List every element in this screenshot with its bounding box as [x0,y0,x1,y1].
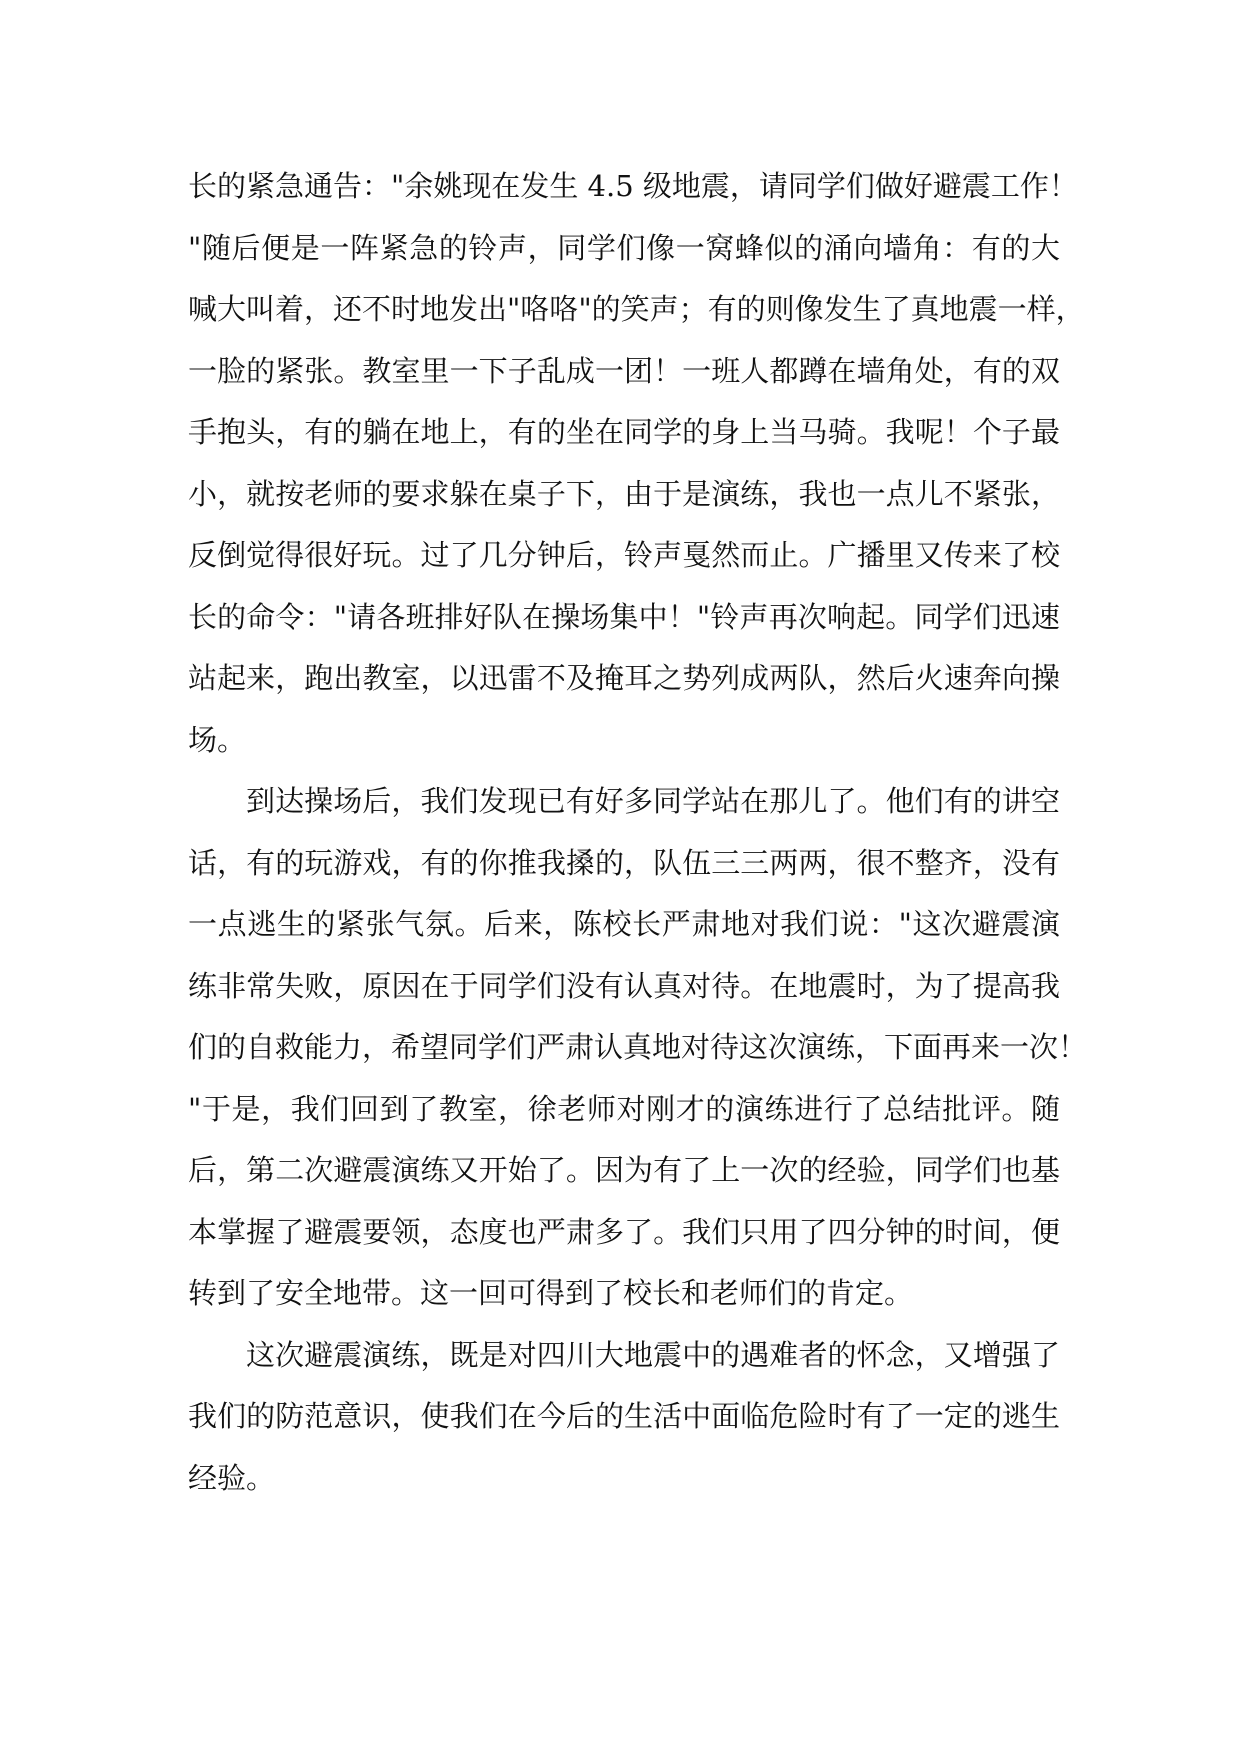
text-line: 们的自救能力，希望同学们严肃认真地对待这次演练，下面再来一次！ [188,1030,1088,1064]
text-line: 反倒觉得很好玩。过了几分钟后，铃声戛然而止。广播里又传来了校 [188,538,1060,572]
text-line: "随后便是一阵紧急的铃声，同学们像一窝蜂似的涌向墙角：有的大 [188,230,1060,265]
paragraph [188,156,1085,771]
text-line: 话，有的玩游戏，有的你推我搡的，队伍三三两两，很不整齐，没有 [188,845,1060,880]
text-line: 场。 [188,722,247,757]
text-line: 喊大叫着，还不时地发出"咯咯"的笑声；有的则像发生了真地震一样， [188,292,1085,326]
text-line: 一点逃生的紧张气氛。后来，陈校长严肃地对我们说："这次避震演 [188,907,1060,941]
paragraph [188,771,1088,1325]
text-line: 我们的防范意识，使我们在今后的生活中面临危险时有了一定的逃生 [188,1399,1060,1433]
text-line: 一脸的紧张。教室里一下子乱成一团！一班人都蹲在墙角处，有的双 [188,353,1060,388]
paragraph [188,1325,1060,1510]
text-line: 后，第二次避震演练又开始了。因为有了上一次的经验，同学们也基 [188,1153,1060,1187]
text-line: 练非常失败，原因在于同学们没有认真对待。在地震时，为了提高我 [188,968,1060,1003]
text-line: 转到了安全地带。这一回可得到了校长和老师们的肯定。 [188,1276,914,1310]
text-line: 小，就按老师的要求躲在桌子下，由于是演练，我也一点儿不紧张， [188,476,1060,511]
text-line: "于是，我们回到了教室，徐老师对刚才的演练进行了总结批评。随 [188,1091,1060,1126]
text-line: 手抱头，有的躺在地上，有的坐在同学的身上当马骑。我呢！个子最 [188,415,1060,449]
text-line: 站起来，跑出教室，以迅雷不及掩耳之势列成两队，然后火速奔向操 [188,661,1060,695]
text-line: 这次避震演练，既是对四川大地震中的遇难者的怀念，又增强了 [246,1337,1060,1372]
text-line: 本掌握了避震要领，态度也严肃多了。我们只用了四分钟的时间，便 [188,1214,1060,1249]
text-line: 长的命令："请各班排好队在操场集中！"铃声再次响起。同学们迅速 [188,599,1060,634]
text-line: 到达操场后，我们发现已有好多同学站在那儿了。他们有的讲空 [246,784,1060,818]
text-line: 经验。 [188,1460,276,1495]
document-body [188,156,1088,1509]
text-line: 长的紧急通告："余姚现在发生 4.5 级地震，请同学们做好避震工作！ [188,169,1078,203]
